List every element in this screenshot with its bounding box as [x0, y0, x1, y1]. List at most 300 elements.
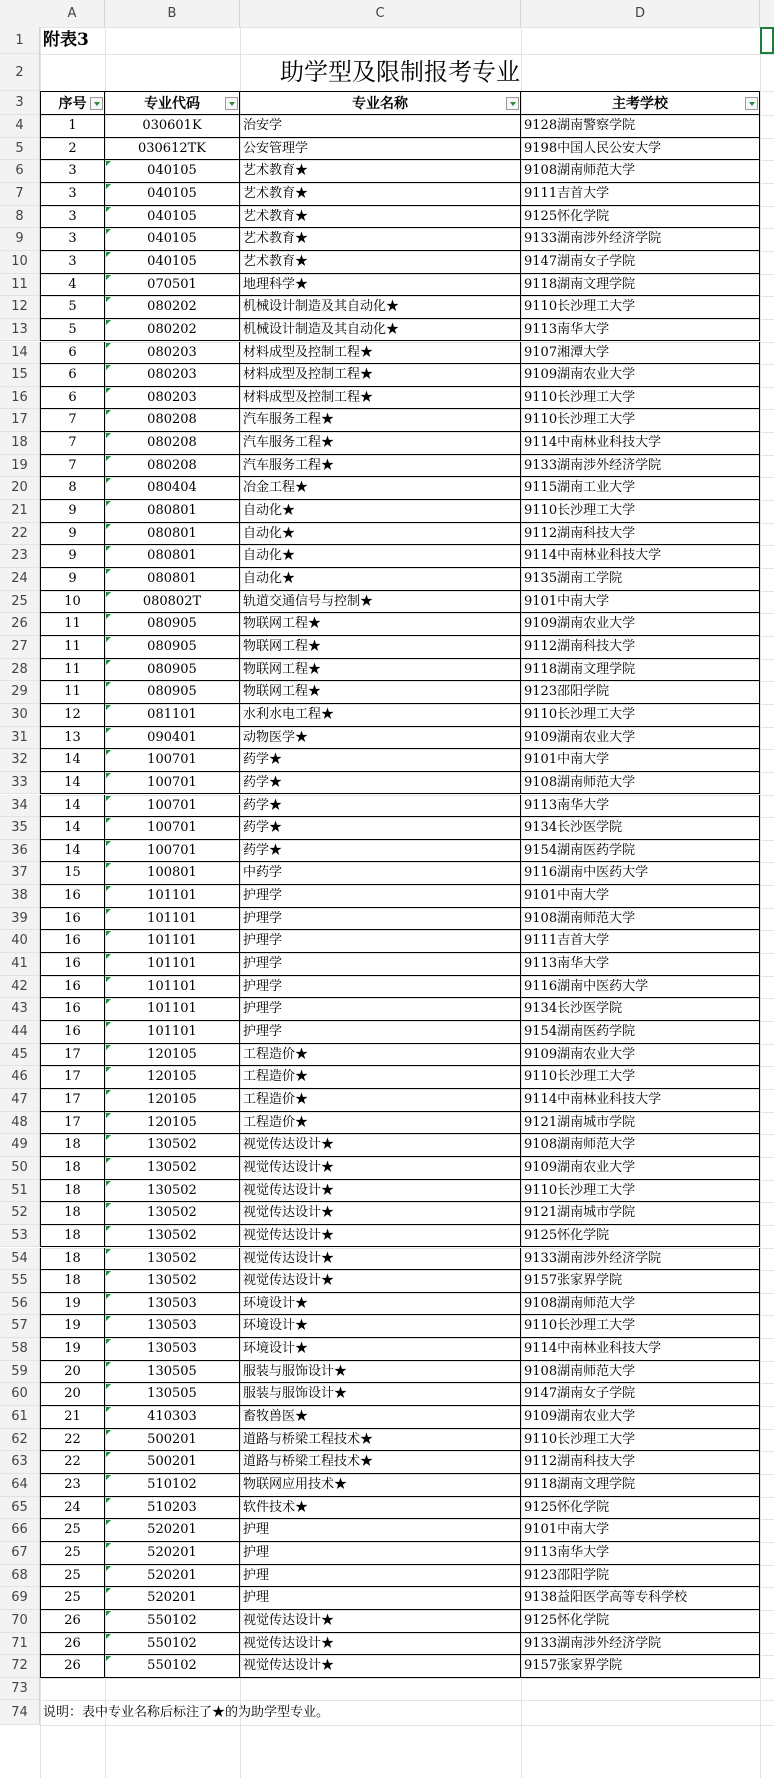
row-header-17[interactable]: 17 — [0, 409, 40, 432]
filter-dropdown-icon[interactable] — [225, 97, 238, 110]
cell-school[interactable]: 9123邵阳学院 — [521, 1565, 760, 1588]
cell-name[interactable]: 护理 — [240, 1565, 521, 1588]
cell-code[interactable]: 101101 — [105, 953, 240, 976]
row-header-71[interactable]: 71 — [0, 1633, 40, 1656]
cell-school[interactable]: 9110长沙理工大学 — [521, 296, 760, 319]
cell-seq[interactable]: 6 — [40, 387, 105, 410]
cell-seq[interactable]: 6 — [40, 342, 105, 365]
cell-name[interactable]: 自动化★ — [240, 568, 521, 591]
cell-seq[interactable]: 14 — [40, 772, 105, 795]
cell-name[interactable]: 药学★ — [240, 749, 521, 772]
cell-code[interactable]: 500201 — [105, 1429, 240, 1452]
cell-code[interactable]: 130505 — [105, 1361, 240, 1384]
cell-code[interactable]: 101101 — [105, 908, 240, 931]
cell-school[interactable]: 9133湖南涉外经济学院 — [521, 228, 760, 251]
cell-seq[interactable]: 11 — [40, 681, 105, 704]
cell-seq[interactable]: 16 — [40, 998, 105, 1021]
cell-seq[interactable]: 18 — [40, 1225, 105, 1248]
cell-seq[interactable]: 3 — [40, 183, 105, 206]
cell-code[interactable]: 080202 — [105, 296, 240, 319]
cell-code[interactable]: 100701 — [105, 840, 240, 863]
cell-code[interactable]: 130502 — [105, 1180, 240, 1203]
cell-school[interactable]: 9116湖南中医药大学 — [521, 862, 760, 885]
row-header-6[interactable]: 6 — [0, 160, 40, 183]
row-header-35[interactable]: 35 — [0, 817, 40, 840]
cell-school[interactable]: 9114中南林业科技大学 — [521, 1338, 760, 1361]
cell-school[interactable]: 9111吉首大学 — [521, 183, 760, 206]
cell-name[interactable]: 护理学 — [240, 885, 521, 908]
cell-seq[interactable]: 22 — [40, 1429, 105, 1452]
row-header-12[interactable]: 12 — [0, 296, 40, 319]
cell-school[interactable]: 9110长沙理工大学 — [521, 1429, 760, 1452]
cell-name[interactable]: 材料成型及控制工程★ — [240, 364, 521, 387]
cell-school[interactable]: 9107湘潭大学 — [521, 342, 760, 365]
cell-name[interactable]: 护理 — [240, 1519, 521, 1542]
cell-seq[interactable]: 18 — [40, 1157, 105, 1180]
cell-code[interactable]: 120105 — [105, 1044, 240, 1067]
row-header-68[interactable]: 68 — [0, 1565, 40, 1588]
header-seq[interactable]: 序号 — [40, 91, 105, 115]
cell-seq[interactable]: 25 — [40, 1519, 105, 1542]
cell-seq[interactable]: 7 — [40, 432, 105, 455]
cell-code[interactable]: 080801 — [105, 500, 240, 523]
cell-name[interactable]: 自动化★ — [240, 500, 521, 523]
cell-code[interactable]: 081101 — [105, 704, 240, 727]
cell-seq[interactable]: 16 — [40, 930, 105, 953]
cell-school[interactable]: 9128湖南警察学院 — [521, 115, 760, 138]
cell-name[interactable]: 机械设计制造及其自动化★ — [240, 296, 521, 319]
row-header-43[interactable]: 43 — [0, 998, 40, 1021]
cell-name[interactable]: 水利水电工程★ — [240, 704, 521, 727]
cell-code[interactable]: 040105 — [105, 206, 240, 229]
cell-seq[interactable]: 18 — [40, 1180, 105, 1203]
cell-seq[interactable]: 3 — [40, 160, 105, 183]
cell-school[interactable]: 9108湖南师范大学 — [521, 1293, 760, 1316]
cell-code[interactable]: 410303 — [105, 1406, 240, 1429]
cell-seq[interactable]: 14 — [40, 817, 105, 840]
cell-name[interactable]: 动物医学★ — [240, 727, 521, 750]
row-header-5[interactable]: 5 — [0, 138, 40, 161]
cell-name[interactable]: 艺术教育★ — [240, 206, 521, 229]
cell-name[interactable]: 冶金工程★ — [240, 477, 521, 500]
cell-school[interactable]: 9118湖南文理学院 — [521, 659, 760, 682]
header-code[interactable]: 专业代码 — [105, 91, 240, 115]
cell-name[interactable]: 道路与桥梁工程技术★ — [240, 1429, 521, 1452]
row-header-47[interactable]: 47 — [0, 1089, 40, 1112]
row-header-13[interactable]: 13 — [0, 319, 40, 342]
cell-school[interactable]: 9101中南大学 — [521, 1519, 760, 1542]
row-header-4[interactable]: 4 — [0, 115, 40, 138]
cell-seq[interactable]: 17 — [40, 1044, 105, 1067]
row-header-8[interactable]: 8 — [0, 206, 40, 229]
cell-seq[interactable]: 14 — [40, 840, 105, 863]
cell-seq[interactable]: 15 — [40, 862, 105, 885]
row-header-23[interactable]: 23 — [0, 545, 40, 568]
cell-seq[interactable]: 26 — [40, 1610, 105, 1633]
cell-school[interactable]: 9101中南大学 — [521, 749, 760, 772]
cell-seq[interactable]: 18 — [40, 1248, 105, 1271]
cell-school[interactable]: 9114中南林业科技大学 — [521, 432, 760, 455]
cell-code[interactable]: 040105 — [105, 251, 240, 274]
cell-seq[interactable]: 22 — [40, 1451, 105, 1474]
cell-code[interactable]: 080208 — [105, 409, 240, 432]
row-header-54[interactable]: 54 — [0, 1248, 40, 1271]
cell-code[interactable]: 100701 — [105, 795, 240, 818]
cell-seq[interactable]: 12 — [40, 704, 105, 727]
cell-code[interactable]: 080801 — [105, 523, 240, 546]
cell-name[interactable]: 畜牧兽医★ — [240, 1406, 521, 1429]
cell-name[interactable]: 药学★ — [240, 817, 521, 840]
row-header-2[interactable]: 2 — [0, 54, 40, 91]
cell-seq[interactable]: 19 — [40, 1293, 105, 1316]
cell-code[interactable]: 101101 — [105, 930, 240, 953]
cell-seq[interactable]: 25 — [40, 1587, 105, 1610]
cell-seq[interactable]: 16 — [40, 908, 105, 931]
cell-name[interactable]: 艺术教育★ — [240, 160, 521, 183]
cell-seq[interactable]: 16 — [40, 885, 105, 908]
cell-code[interactable]: 100701 — [105, 749, 240, 772]
cell-seq[interactable]: 11 — [40, 659, 105, 682]
cell-seq[interactable]: 5 — [40, 296, 105, 319]
cell-code[interactable]: 101101 — [105, 1021, 240, 1044]
cell-code[interactable]: 120105 — [105, 1066, 240, 1089]
cell-school[interactable]: 9123邵阳学院 — [521, 681, 760, 704]
cell-school[interactable]: 9112湖南科技大学 — [521, 523, 760, 546]
cell-code[interactable]: 040105 — [105, 183, 240, 206]
cell-code[interactable]: 130502 — [105, 1248, 240, 1271]
cell-code[interactable]: 520201 — [105, 1587, 240, 1610]
cell-name[interactable]: 视觉传达设计★ — [240, 1202, 521, 1225]
row-header-62[interactable]: 62 — [0, 1429, 40, 1452]
cell-seq[interactable]: 20 — [40, 1361, 105, 1384]
cell-code[interactable]: 080203 — [105, 364, 240, 387]
cell-seq[interactable]: 24 — [40, 1497, 105, 1520]
cell-name[interactable]: 视觉传达设计★ — [240, 1180, 521, 1203]
cell-name[interactable]: 汽车服务工程★ — [240, 455, 521, 478]
cell-name[interactable]: 视觉传达设计★ — [240, 1655, 521, 1678]
column-header-a[interactable]: A — [40, 0, 105, 27]
cell-school[interactable]: 9134长沙医学院 — [521, 817, 760, 840]
row-header-46[interactable]: 46 — [0, 1066, 40, 1089]
row-header-29[interactable]: 29 — [0, 681, 40, 704]
cell-code[interactable]: 130502 — [105, 1225, 240, 1248]
row-header-16[interactable]: 16 — [0, 387, 40, 410]
cell-school[interactable]: 9114中南林业科技大学 — [521, 1089, 760, 1112]
cell-seq[interactable]: 2 — [40, 138, 105, 161]
cell-school[interactable]: 9133湖南涉外经济学院 — [521, 455, 760, 478]
cell-code[interactable]: 090401 — [105, 727, 240, 750]
cell-code[interactable]: 101101 — [105, 885, 240, 908]
cell-seq[interactable]: 8 — [40, 477, 105, 500]
cell-code[interactable]: 130502 — [105, 1134, 240, 1157]
cell-seq[interactable]: 17 — [40, 1089, 105, 1112]
cell-seq[interactable]: 25 — [40, 1565, 105, 1588]
cell-name[interactable]: 环境设计★ — [240, 1293, 521, 1316]
cell-code[interactable]: 080905 — [105, 659, 240, 682]
cell-school[interactable]: 9108湖南师范大学 — [521, 160, 760, 183]
cell-code[interactable]: 101101 — [105, 998, 240, 1021]
cell-code[interactable]: 080801 — [105, 545, 240, 568]
cell-school[interactable]: 9109湖南农业大学 — [521, 1406, 760, 1429]
row-header-18[interactable]: 18 — [0, 432, 40, 455]
cell-school[interactable]: 9157张家界学院 — [521, 1270, 760, 1293]
cell-name[interactable]: 自动化★ — [240, 545, 521, 568]
cell-name[interactable]: 视觉传达设计★ — [240, 1248, 521, 1271]
row-header-19[interactable]: 19 — [0, 455, 40, 478]
cell-name[interactable]: 艺术教育★ — [240, 183, 521, 206]
cell-name[interactable]: 药学★ — [240, 840, 521, 863]
cell-name[interactable]: 护理学 — [240, 930, 521, 953]
cell-code[interactable]: 100701 — [105, 772, 240, 795]
cell-name[interactable]: 轨道交通信号与控制★ — [240, 591, 521, 614]
row-header-56[interactable]: 56 — [0, 1293, 40, 1316]
cell-name[interactable]: 机械设计制造及其自动化★ — [240, 319, 521, 342]
cell-seq[interactable]: 26 — [40, 1633, 105, 1656]
cell-seq[interactable]: 4 — [40, 274, 105, 297]
cell-name[interactable]: 视觉传达设计★ — [240, 1134, 521, 1157]
row-header-55[interactable]: 55 — [0, 1270, 40, 1293]
cell-seq[interactable]: 6 — [40, 364, 105, 387]
cell-name[interactable]: 物联网工程★ — [240, 636, 521, 659]
cell-school[interactable]: 9154湖南医药学院 — [521, 1021, 760, 1044]
cell-code[interactable]: 130502 — [105, 1202, 240, 1225]
cell-name[interactable]: 材料成型及控制工程★ — [240, 387, 521, 410]
cell-name[interactable]: 环境设计★ — [240, 1315, 521, 1338]
cell-seq[interactable]: 16 — [40, 1021, 105, 1044]
cell-name[interactable]: 视觉传达设计★ — [240, 1225, 521, 1248]
cell-seq[interactable]: 23 — [40, 1474, 105, 1497]
cell-code[interactable]: 510102 — [105, 1474, 240, 1497]
appendix-label[interactable]: 附表3 — [43, 30, 89, 50]
cell-code[interactable]: 030612TK — [105, 138, 240, 161]
cell-school[interactable]: 9118湖南文理学院 — [521, 1474, 760, 1497]
cell-name[interactable]: 护理学 — [240, 953, 521, 976]
cell-name[interactable]: 物联网工程★ — [240, 659, 521, 682]
cell-code[interactable]: 080208 — [105, 432, 240, 455]
cell-school[interactable]: 9114中南林业科技大学 — [521, 545, 760, 568]
cell-school[interactable]: 9147湖南女子学院 — [521, 1383, 760, 1406]
cell-name[interactable]: 护理学 — [240, 908, 521, 931]
cell-school[interactable]: 9198中国人民公安大学 — [521, 138, 760, 161]
row-header-73[interactable]: 73 — [0, 1678, 40, 1700]
cell-school[interactable]: 9115湖南工业大学 — [521, 477, 760, 500]
cell-code[interactable]: 130503 — [105, 1315, 240, 1338]
cell-code[interactable]: 040105 — [105, 228, 240, 251]
cell-seq[interactable]: 11 — [40, 636, 105, 659]
cell-school[interactable]: 9157张家界学院 — [521, 1655, 760, 1678]
cell-name[interactable]: 物联网工程★ — [240, 681, 521, 704]
row-header-52[interactable]: 52 — [0, 1202, 40, 1225]
row-header-1[interactable]: 1 — [0, 27, 40, 54]
row-header-72[interactable]: 72 — [0, 1655, 40, 1678]
cell-seq[interactable]: 1 — [40, 115, 105, 138]
cell-name[interactable]: 汽车服务工程★ — [240, 432, 521, 455]
row-header-20[interactable]: 20 — [0, 477, 40, 500]
row-header-27[interactable]: 27 — [0, 636, 40, 659]
cell-school[interactable]: 9118湖南文理学院 — [521, 274, 760, 297]
cell-code[interactable]: 550102 — [105, 1655, 240, 1678]
cell-school[interactable]: 9109湖南农业大学 — [521, 364, 760, 387]
row-header-59[interactable]: 59 — [0, 1361, 40, 1384]
cell-school[interactable]: 9121湖南城市学院 — [521, 1112, 760, 1135]
cell-name[interactable]: 工程造价★ — [240, 1089, 521, 1112]
cell-seq[interactable]: 3 — [40, 206, 105, 229]
cell-school[interactable]: 9113南华大学 — [521, 953, 760, 976]
cell-name[interactable]: 护理学 — [240, 998, 521, 1021]
row-header-57[interactable]: 57 — [0, 1315, 40, 1338]
cell-name[interactable]: 药学★ — [240, 772, 521, 795]
row-header-24[interactable]: 24 — [0, 568, 40, 591]
cell-school[interactable]: 9109湖南农业大学 — [521, 613, 760, 636]
cell-code[interactable]: 080802T — [105, 591, 240, 614]
row-header-48[interactable]: 48 — [0, 1112, 40, 1135]
cell-code[interactable]: 101101 — [105, 976, 240, 999]
cell-school[interactable]: 9110长沙理工大学 — [521, 500, 760, 523]
cell-seq[interactable]: 3 — [40, 228, 105, 251]
cell-seq[interactable]: 9 — [40, 500, 105, 523]
cell-name[interactable]: 环境设计★ — [240, 1338, 521, 1361]
cell-name[interactable]: 药学★ — [240, 795, 521, 818]
row-header-65[interactable]: 65 — [0, 1497, 40, 1520]
cell-name[interactable]: 自动化★ — [240, 523, 521, 546]
cell-school[interactable]: 9112湖南科技大学 — [521, 636, 760, 659]
column-header-d[interactable]: D — [521, 0, 760, 27]
cell-seq[interactable]: 26 — [40, 1655, 105, 1678]
cell-code[interactable]: 550102 — [105, 1610, 240, 1633]
cell-name[interactable]: 护理学 — [240, 1021, 521, 1044]
row-header-44[interactable]: 44 — [0, 1021, 40, 1044]
row-header-69[interactable]: 69 — [0, 1587, 40, 1610]
cell-seq[interactable]: 14 — [40, 795, 105, 818]
cell-code[interactable]: 080203 — [105, 387, 240, 410]
cell-code[interactable]: 520201 — [105, 1542, 240, 1565]
cell-seq[interactable]: 9 — [40, 523, 105, 546]
cell-seq[interactable]: 16 — [40, 976, 105, 999]
cell-school[interactable]: 9110长沙理工大学 — [521, 1315, 760, 1338]
cell-seq[interactable]: 16 — [40, 953, 105, 976]
cell-seq[interactable]: 11 — [40, 613, 105, 636]
cell-name[interactable]: 汽车服务工程★ — [240, 409, 521, 432]
cell-school[interactable]: 9110长沙理工大学 — [521, 704, 760, 727]
row-header-63[interactable]: 63 — [0, 1451, 40, 1474]
cell-code[interactable]: 040105 — [105, 160, 240, 183]
row-header-50[interactable]: 50 — [0, 1157, 40, 1180]
cell-name[interactable]: 视觉传达设计★ — [240, 1157, 521, 1180]
cell-code[interactable]: 120105 — [105, 1112, 240, 1135]
cell-name[interactable]: 物联网工程★ — [240, 613, 521, 636]
filter-dropdown-icon[interactable] — [506, 97, 519, 110]
row-header-42[interactable]: 42 — [0, 976, 40, 999]
cell-grid[interactable] — [40, 27, 774, 1778]
cell-school[interactable]: 9108湖南师范大学 — [521, 1361, 760, 1384]
cell-name[interactable]: 材料成型及控制工程★ — [240, 342, 521, 365]
row-header-37[interactable]: 37 — [0, 862, 40, 885]
cell-school[interactable]: 9111吉首大学 — [521, 930, 760, 953]
cell-seq[interactable]: 9 — [40, 545, 105, 568]
sheet-title[interactable]: 助学型及限制报考专业 — [280, 58, 520, 86]
cell-name[interactable]: 服装与服饰设计★ — [240, 1361, 521, 1384]
row-header-60[interactable]: 60 — [0, 1383, 40, 1406]
cell-school[interactable]: 9116湖南中医药大学 — [521, 976, 760, 999]
cell-school[interactable]: 9109湖南农业大学 — [521, 1157, 760, 1180]
row-header-9[interactable]: 9 — [0, 228, 40, 251]
cell-code[interactable]: 130502 — [105, 1270, 240, 1293]
cell-name[interactable]: 视觉传达设计★ — [240, 1610, 521, 1633]
cell-seq[interactable]: 18 — [40, 1134, 105, 1157]
cell-name[interactable]: 艺术教育★ — [240, 228, 521, 251]
row-header-26[interactable]: 26 — [0, 613, 40, 636]
cell-code[interactable]: 500201 — [105, 1451, 240, 1474]
cell-name[interactable]: 工程造价★ — [240, 1044, 521, 1067]
cell-name[interactable]: 视觉传达设计★ — [240, 1633, 521, 1656]
cell-name[interactable]: 公安管理学 — [240, 138, 521, 161]
row-header-3[interactable]: 3 — [0, 91, 40, 115]
row-header-39[interactable]: 39 — [0, 908, 40, 931]
cell-school[interactable]: 9125怀化学院 — [521, 1610, 760, 1633]
cell-code[interactable]: 100801 — [105, 862, 240, 885]
cell-name[interactable]: 中药学 — [240, 862, 521, 885]
cell-name[interactable]: 护理 — [240, 1542, 521, 1565]
cell-school[interactable]: 9101中南大学 — [521, 591, 760, 614]
row-header-34[interactable]: 34 — [0, 795, 40, 818]
cell-seq[interactable]: 25 — [40, 1542, 105, 1565]
row-header-7[interactable]: 7 — [0, 183, 40, 206]
column-header-c[interactable]: C — [240, 0, 521, 27]
cell-code[interactable]: 080905 — [105, 636, 240, 659]
cell-seq[interactable]: 5 — [40, 319, 105, 342]
cell-school[interactable]: 9110长沙理工大学 — [521, 387, 760, 410]
cell-school[interactable]: 9112湖南科技大学 — [521, 1451, 760, 1474]
cell-school[interactable]: 9108湖南师范大学 — [521, 772, 760, 795]
cell-name[interactable]: 视觉传达设计★ — [240, 1270, 521, 1293]
cell-school[interactable]: 9125怀化学院 — [521, 1497, 760, 1520]
cell-seq[interactable]: 14 — [40, 749, 105, 772]
cell-school[interactable]: 9113南华大学 — [521, 1542, 760, 1565]
row-header-67[interactable]: 67 — [0, 1542, 40, 1565]
cell-seq[interactable]: 20 — [40, 1383, 105, 1406]
cell-school[interactable]: 9134长沙医学院 — [521, 998, 760, 1021]
cell-name[interactable]: 服装与服饰设计★ — [240, 1383, 521, 1406]
row-header-21[interactable]: 21 — [0, 500, 40, 523]
column-header-b[interactable]: B — [105, 0, 240, 27]
cell-code[interactable]: 550102 — [105, 1633, 240, 1656]
row-header-28[interactable]: 28 — [0, 659, 40, 682]
row-header-64[interactable]: 64 — [0, 1474, 40, 1497]
cell-name[interactable]: 工程造价★ — [240, 1112, 521, 1135]
cell-school[interactable]: 9135湖南工学院 — [521, 568, 760, 591]
cell-code[interactable]: 130503 — [105, 1293, 240, 1316]
cell-school[interactable]: 9108湖南师范大学 — [521, 908, 760, 931]
row-header-30[interactable]: 30 — [0, 704, 40, 727]
cell-code[interactable]: 080801 — [105, 568, 240, 591]
cell-seq[interactable]: 7 — [40, 455, 105, 478]
row-header-49[interactable]: 49 — [0, 1134, 40, 1157]
cell-seq[interactable]: 19 — [40, 1315, 105, 1338]
cell-school[interactable]: 9113南华大学 — [521, 795, 760, 818]
filter-dropdown-icon[interactable] — [745, 97, 758, 110]
cell-seq[interactable]: 21 — [40, 1406, 105, 1429]
row-header-70[interactable]: 70 — [0, 1610, 40, 1633]
cell-seq[interactable]: 18 — [40, 1270, 105, 1293]
row-header-45[interactable]: 45 — [0, 1044, 40, 1067]
cell-seq[interactable]: 9 — [40, 568, 105, 591]
cell-code[interactable]: 100701 — [105, 817, 240, 840]
row-header-66[interactable]: 66 — [0, 1519, 40, 1542]
row-header-41[interactable]: 41 — [0, 953, 40, 976]
cell-school[interactable]: 9138益阳医学高等专科学校 — [521, 1587, 760, 1610]
row-header-51[interactable]: 51 — [0, 1180, 40, 1203]
cell-name[interactable]: 治安学 — [240, 115, 521, 138]
